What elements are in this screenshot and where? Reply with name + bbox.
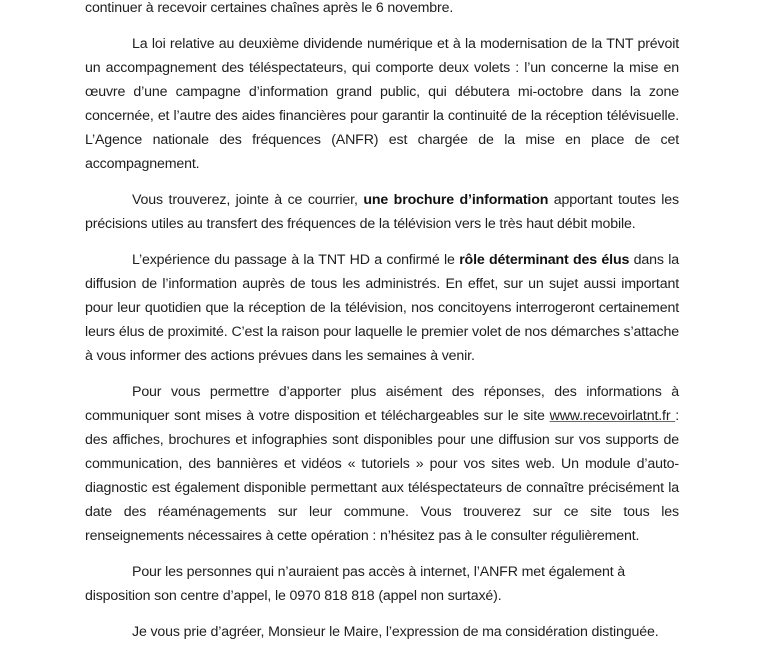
paragraph-closing: Je vous prie d’agréer, Monsieur le Maire, l’expression de ma considération distinguée. xyxy=(132,624,659,640)
letter-body xyxy=(85,0,679,656)
paragraph-law: La loi relative au deuxième dividende numérique et à la modernisation de la TNT prévoit un accompagnement des téléspectateurs, qui comporte deux volets : l’un concerne la mise en œuvre d’une campagne d’information grand public, qui débutera mi-octobre dans la zone concernée, et l’autre des aides financières pour garantir la continuité de la réception télévisuelle. L’Agence nationale des fréquences (ANFR) est chargée de la mise en place de cet accompagnement. xyxy=(85,36,679,172)
paragraph-website xyxy=(85,380,679,548)
text-run: dans la diffusion de l’information auprès de tous les administrés. En effet, sur un sujet aussi important pour leur quotidien que la réception de la télévision, nos concitoyens interrogeront certainement leurs élus de proximité. C’est la raison pour laquelle le premier volet de nos démarches s’attache à vous informer des actions prévues dans les semaines à venir. xyxy=(85,252,679,364)
text-run: L’expérience du passage à la TNT HD a confirmé le xyxy=(132,252,460,268)
text-run: : des affiches, brochures et infographies sont disponibles pour une diffusion sur vos supports de communication, des bannières et vidéos « tutoriels » pour vos sites web. Un module d’auto-diagnostic est également disponible permettant aux téléspectateurs de connaître précisément la date des réaménagements sur leur commune. Vous trouverez sur ce site tous les renseignements nécessaires à cette opération : n’hésitez pas à le consulter régulièrement. xyxy=(85,408,679,544)
text-run: apportant toutes les précisions utiles au transfert des fréquences de la télévision vers le très haut débit mobile. xyxy=(85,192,679,232)
bold-elus: rôle déterminant des élus xyxy=(459,252,630,268)
website-link[interactable]: www.recevoirlatnt.fr xyxy=(549,408,676,424)
bold-brochure: une brochure d’information xyxy=(363,192,549,208)
text-run: Pour vous permettre d’apporter plus aisément des réponses, des informations à communiquer sont mises à votre disposition et téléchargeables sur le site xyxy=(85,384,679,424)
paragraph-call-center: Pour les personnes qui n’auraient pas accès à internet, l’ANFR met également à disposition son centre d’appel, le 0970 818 818 (appel non surtaxé). xyxy=(85,564,626,604)
paragraph-brochure xyxy=(85,188,679,236)
paragraph-continuation: continuer à recevoir certaines chaînes après le 6 novembre. xyxy=(85,0,454,16)
text-run: Vous trouverez, jointe à ce courrier, xyxy=(132,192,364,208)
paragraph-elus xyxy=(85,248,679,368)
